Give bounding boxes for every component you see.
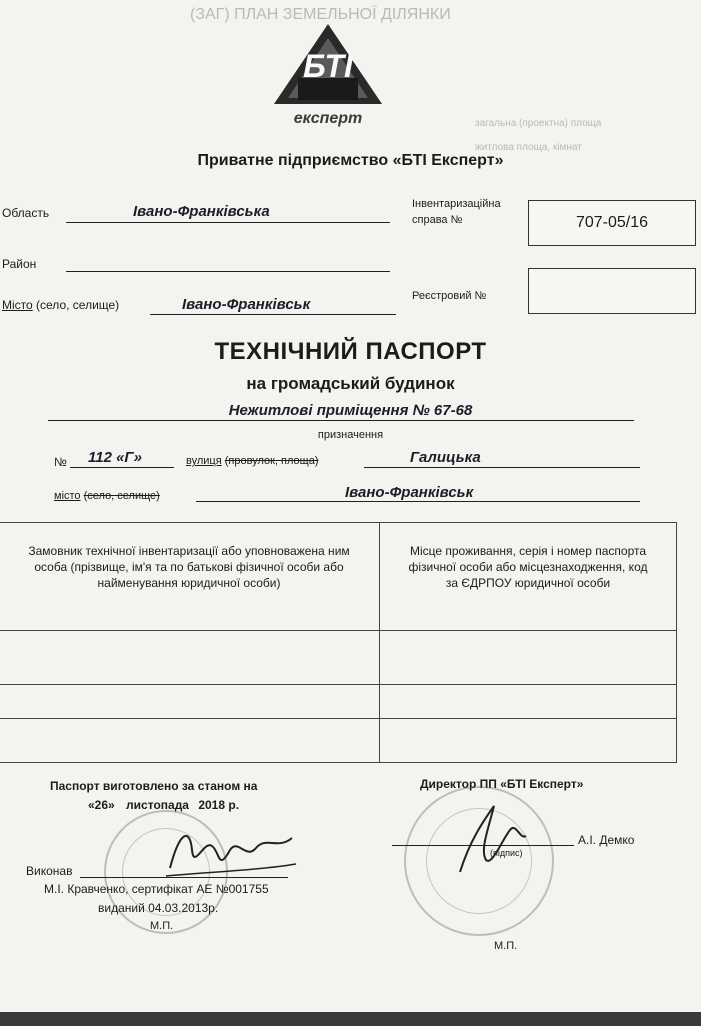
document-subtitle: на громадський будинок [246, 374, 455, 393]
city-value: Івано-Франківськ [182, 296, 311, 313]
city-label [2, 298, 119, 312]
street-value: Галицька [410, 449, 481, 466]
city-underline [150, 314, 396, 315]
table-cell [380, 685, 677, 719]
owner-table-header-address: Місце проживання, серія і номер паспорта фізичної особи або місцезнаходження, код за ЄДРПОУ юридичної особи [380, 523, 677, 631]
city2-value: Івано-Франківськ [345, 484, 474, 501]
region-value: Івано-Франківська [133, 203, 270, 220]
city-label-main: Місто [2, 298, 33, 312]
district-underline [66, 271, 390, 272]
table-cell [380, 631, 677, 685]
case-label [412, 196, 501, 228]
table-row [0, 685, 677, 719]
number-label: № [54, 455, 67, 469]
purpose-label: призначення [317, 429, 384, 441]
executor-name: М.І. Кравченко, сертифікат АЕ №001755 [44, 882, 269, 896]
case-number-box [528, 200, 696, 246]
purpose-value: Нежитлові приміщення № 67-68 [228, 402, 473, 419]
region-underline [66, 222, 390, 223]
case-label-line1: Інвентаризаційна [412, 198, 501, 210]
table-cell [380, 719, 677, 763]
number-value: 112 «Г» [88, 449, 142, 466]
case-label-line2: справа № [412, 214, 463, 226]
ghost-text-top: (ЗАГ) ПЛАН ЗЕМЕЛЬНОЇ ДІЛЯНКИ [190, 6, 451, 23]
executor-issued: виданий 04.03.2013р. [98, 901, 219, 915]
mp-right: М.П. [494, 940, 518, 952]
region-label: Область [2, 206, 50, 220]
city-label-rest: (село, селище) [32, 298, 120, 312]
signature-label: (підпис) [490, 848, 523, 858]
number-underline [70, 467, 174, 468]
made-on-label: Паспорт виготовлено за станом на [50, 779, 258, 793]
logo-sub-text: експерт [293, 110, 363, 127]
city2-label-b: (село, селище) [83, 490, 160, 502]
made-year: 2018 р. [198, 798, 240, 812]
director-signature-line [392, 845, 574, 846]
document-title: ТЕХНІЧНИЙ ПАСПОРТ [214, 338, 487, 365]
city2-label-a: місто [54, 490, 81, 502]
ghost-text-mid1: загальна (проектна) площа [475, 118, 602, 129]
signature-left-icon [160, 820, 300, 890]
city2-underline [196, 501, 640, 502]
purpose-underline [48, 420, 634, 421]
ghost-text-mid2: житлова площа, кімнат [475, 142, 582, 153]
mp-left: М.П. [150, 920, 174, 932]
executor-underline [80, 877, 288, 878]
district-label: Район [2, 257, 37, 271]
owner-table [0, 522, 677, 763]
street-underline [364, 467, 640, 468]
street-label-b: (провулок, площа) [224, 455, 319, 467]
owner-table-header-customer: Замовник технічної інвентаризації або уповноважена ним особа (прізвище, ім'я та по батькові фізичної особи або найменування юридичної особи) [0, 523, 380, 631]
director-name: А.І. Демко [578, 833, 635, 847]
scan-edge [0, 1012, 701, 1026]
company-name: Приватне підприємство «БТІ Експерт» [197, 152, 504, 169]
registry-number-box [528, 268, 696, 314]
registry-label: Реєстровий № [412, 290, 487, 302]
signature-right-icon [440, 800, 530, 880]
case-number-value: 707-05/16 [575, 214, 649, 231]
director-title: Директор ПП «БТІ Експерт» [420, 777, 584, 791]
table-cell [0, 685, 380, 719]
table-row [0, 631, 677, 685]
street-label [186, 455, 319, 467]
city2-label [54, 490, 160, 502]
table-cell [0, 719, 380, 763]
owner-table-header-row [0, 523, 677, 631]
logo-main-text: БТІ [303, 48, 353, 84]
table-cell [0, 631, 380, 685]
executor-label: Виконав [26, 864, 73, 878]
made-day: «26» [88, 798, 115, 812]
table-row [0, 719, 677, 763]
made-month: листопада [126, 798, 189, 812]
street-label-a: вулиця [186, 455, 222, 467]
company-logo [268, 20, 388, 136]
